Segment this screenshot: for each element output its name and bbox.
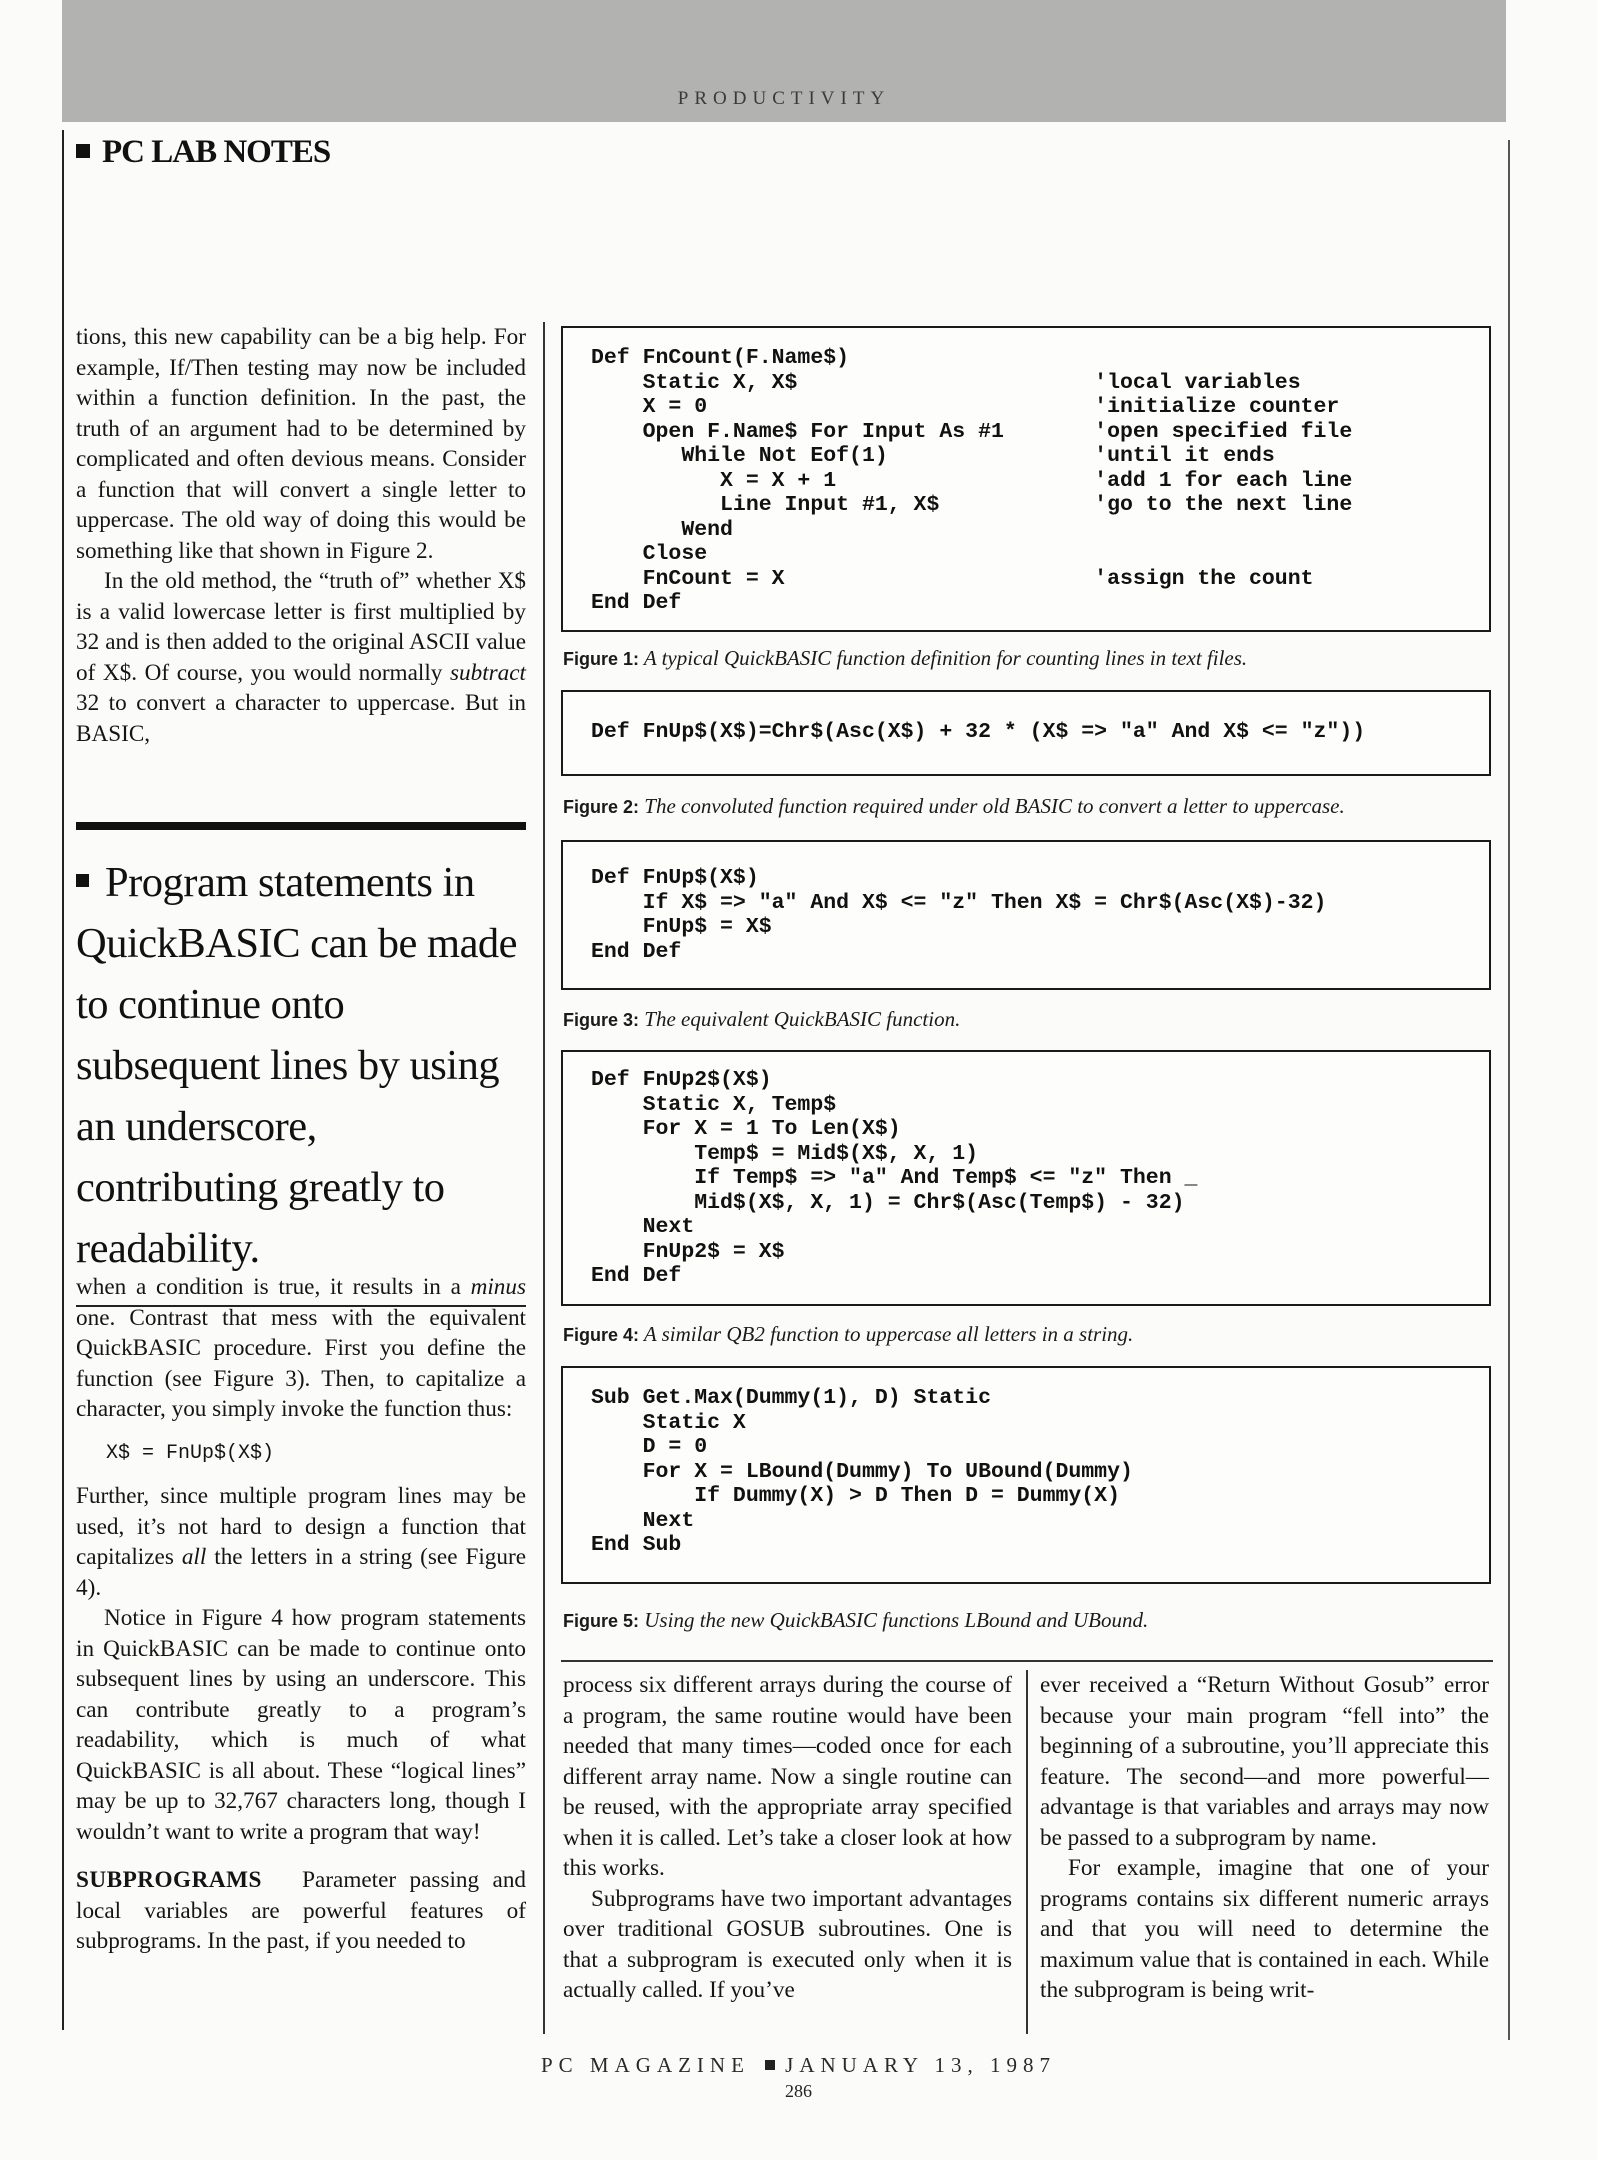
paragraph: Notice in Figure 4 how program statements in QuickBASIC can be made to continue onto subsequent lines by using an underscore. This can contribute greatly to a program’s readability, which is much of what QuickBASIC is all about. These “logical lines” may be up to 32,767 characters long, though I wouldn’t want to write a program that way!: [76, 1605, 526, 1845]
subhead: SUBPROGRAMS: [76, 1867, 262, 1893]
figure-4-code: Def FnUp2$(X$) Static X, Temp$ For X = 1 To Len(X$) Temp$ = Mid$(X$, X, 1) If Temp$ => "a" And Temp$ <= "z" Then _ Mid$(X$, X, 1) = Chr$(Asc(Temp$) - 32) Next FnUp2$ = X$ End Def: [591, 1068, 1198, 1288]
section-heading-text: PC LAB NOTES: [102, 134, 331, 170]
paragraph: ever received a “Return Without Gosub” error because your main program “fell into” the beginning of a subroutine, you’ll appreciate this feature. The second—and more powerful—advantage is that variables and arrays may now be passed to a subprogram by name.: [1040, 1672, 1489, 1851]
figure-2-caption: Figure 2: The convoluted function required under old BASIC to convert a letter to uppercase.: [563, 794, 1345, 818]
pull-quote-text: Program statements in QuickBASIC can be made to continue onto subsequent lines by using an underscore, contributing greatly to readability.: [76, 859, 518, 1272]
figure-1-caption: Figure 1: A typical QuickBASIC function definition for counting lines in text files.: [563, 646, 1248, 670]
figure-5-box: [561, 1366, 1491, 1584]
pull-quote-bullet-icon: [76, 874, 89, 887]
paragraph: For example, imagine that one of your programs contains six different numeric arrays and that you will need to determine the maximum value that is contained in each. While the subprogram is being writ-: [1040, 1855, 1489, 2003]
left-margin-rule: [62, 130, 64, 2030]
right-margin-rule: [1508, 140, 1510, 2040]
paragraph: tions, this new capability can be a big help. For example, If/Then testing may now be included within a function definition. In the past, the truth of an argument had to be determined by complicated and often devious means. Consider a function that will convert a single letter to uppercase. The old way of doing this would be something like that shown in Figure 2.: [76, 324, 526, 564]
figures-bottom-rule: [561, 1660, 1493, 1662]
figure-3-caption: Figure 3: The equivalent QuickBASIC function.: [563, 1007, 961, 1031]
section-heading: [76, 134, 330, 171]
paragraph: Subprograms have two important advantages over traditional GOSUB subroutines. One is that a subprogram is executed only when it is actually called. If you’ve: [563, 1885, 1012, 2003]
paragraph: process six different arrays during the course of a program, the same routine would have been needed that many times—coded once for each different array name. Now a single routine can be reused, with the appropriate array specified when it is called. Let’s take a closer look at how this works.: [563, 1672, 1012, 1881]
heading-bullet-icon: [76, 144, 90, 158]
figure-2-box: [561, 690, 1491, 776]
right-column: [1040, 1670, 1489, 2006]
page-number: 286: [785, 2081, 812, 2101]
left-column-top: [76, 322, 526, 749]
figure-4-box: [561, 1050, 1491, 1306]
figure-5-caption: Figure 5: Using the new QuickBASIC functions LBound and UBound.: [563, 1608, 1149, 1632]
paragraph: SUBPROGRAMS Parameter passing and local variables are powerful features of subprograms. In the past, if you needed to: [76, 1867, 527, 1954]
column-divider: [543, 322, 545, 2034]
column-divider: [1026, 1670, 1028, 2034]
paragraph: when a condition is true, it results in a minus one. Contrast that mess with the equivalent QuickBASIC procedure. First you define the function (see Figure 3). Then, to capitalize a character, you simply invoke the function thus:: [76, 1274, 526, 1422]
middle-column: [563, 1670, 1012, 2006]
figure-4-caption: Figure 4: A similar QB2 function to uppercase all letters in a string.: [563, 1322, 1134, 1346]
figure-1-box: [561, 326, 1491, 632]
section-label: PRODUCTIVITY: [677, 88, 891, 109]
footer-date: JANUARY 13, 1987: [785, 2053, 1056, 2077]
page-header-band: [62, 0, 1506, 122]
figure-3-code: Def FnUp$(X$) If X$ => "a" And X$ <= "z" Then X$ = Chr$(Asc(X$)-32) FnUp$ = X$ End Def: [591, 866, 1327, 964]
figure-1-code: Def FnCount(F.Name$) Static X, X$ 'local variables X = 0 'initialize counter Open F.Name$ For Input As #1 'open specified file While Not Eof(1) 'until it ends X = X + 1 'add 1 for each line Line Input #1, X$ 'go to the next line Wend Close FnCount = X 'assign the count End Def: [591, 346, 1353, 615]
footer-bullet-icon: [765, 2060, 775, 2070]
left-column-bottom: [76, 1272, 526, 1957]
footer-folio: [0, 2053, 1597, 2078]
figure-3-box: [561, 840, 1491, 990]
paragraph: In the old method, the “truth of” whether X$ is a valid lowercase letter is first multiplied by 32 and is then added to the original ASCII value of X$. Of course, you would normally subtract 32 to convert a character to uppercase. But in BASIC,: [76, 568, 526, 747]
figure-2-code: Def FnUp$(X$)=Chr$(Asc(X$) + 32 * (X$ => "a" And X$ <= "z")): [591, 720, 1366, 744]
inline-code-line: X$ = FnUp$(X$): [106, 1441, 275, 1465]
pull-quote-rule-top: [76, 822, 526, 830]
paragraph: Further, since multiple program lines may be used, it’s not hard to design a function that capitalizes all the letters in a string (see Figure 4).: [76, 1483, 526, 1601]
figure-5-code: Sub Get.Max(Dummy(1), D) Static Static X D = 0 For X = LBound(Dummy) To UBound(Dummy) If Dummy(X) > D Then D = Dummy(X) Next End Sub: [591, 1386, 1133, 1557]
pull-quote: [76, 822, 526, 1307]
footer-magazine: PC MAGAZINE: [541, 2053, 750, 2077]
